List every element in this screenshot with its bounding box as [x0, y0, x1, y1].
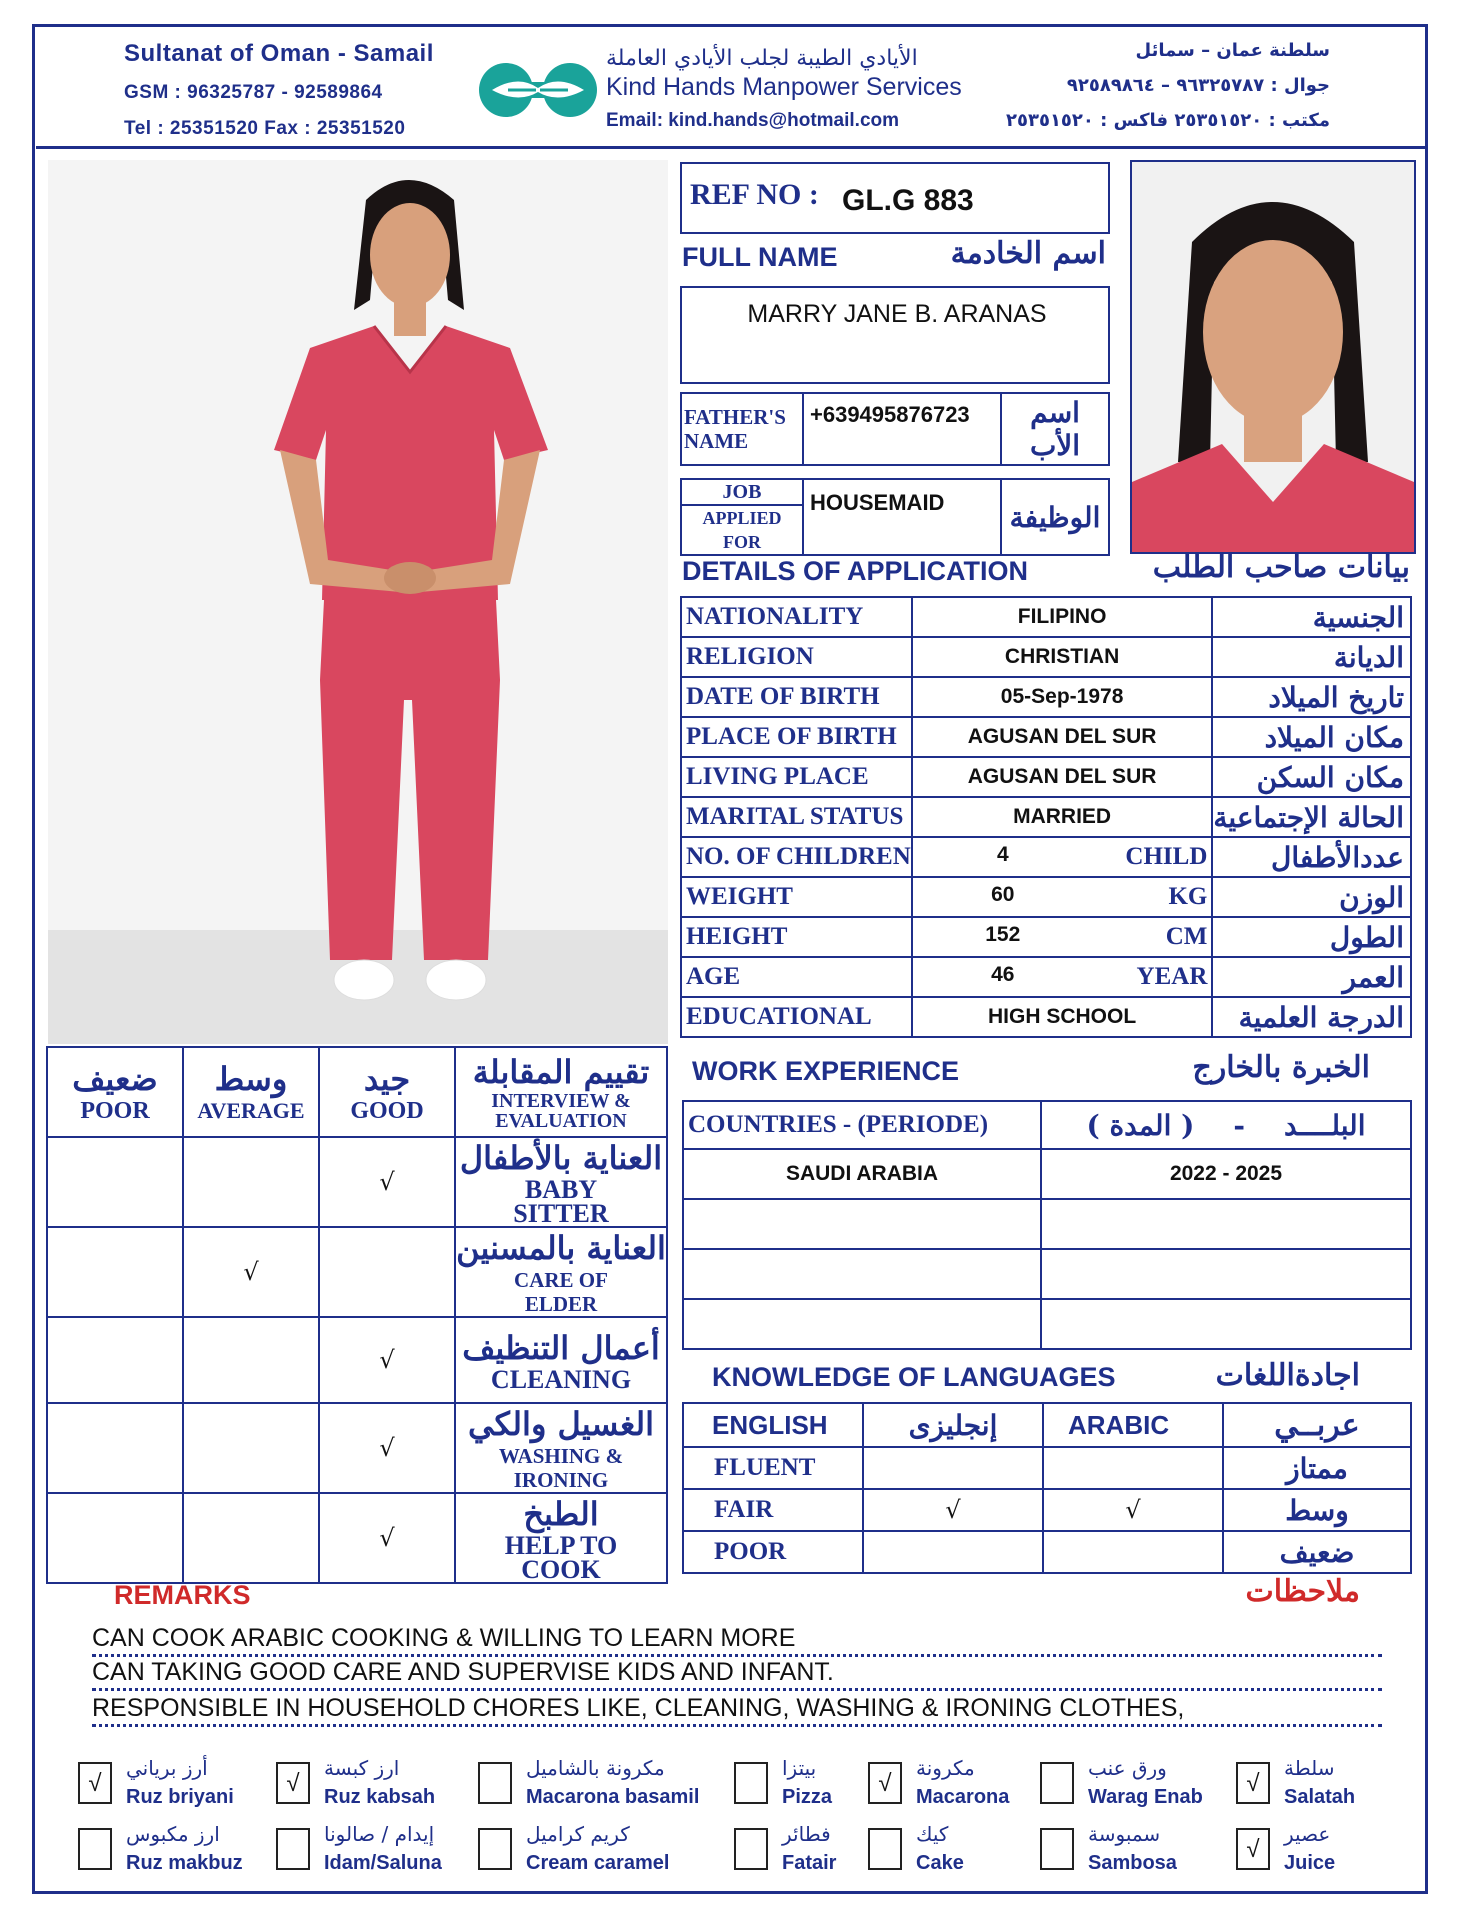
evaluation-header-row	[47, 1047, 667, 1137]
father-name-value: +639495876723	[810, 402, 970, 427]
full-name-label-ar: اسم الخادمة	[950, 236, 1106, 271]
details-row	[681, 637, 1411, 677]
job-value: HOUSEMAID	[810, 490, 945, 515]
eval-skill-ar: الطبخ	[523, 1495, 599, 1533]
food-name-en: Ruz makbuz	[126, 1852, 243, 1874]
full-body-photo	[48, 160, 668, 1044]
lang-level-ar-cell	[1223, 1447, 1411, 1489]
details-label: EDUCATIONAL	[686, 1003, 872, 1030]
food-checkbox[interactable]	[276, 1828, 310, 1870]
eval-good-cell: √	[319, 1137, 455, 1227]
lang-arabic-en-cell	[1043, 1403, 1223, 1447]
food-checkbox[interactable]	[868, 1828, 902, 1870]
header-gsm: GSM : 96325787 - 92589864	[124, 82, 383, 103]
details-value-cell	[912, 997, 1213, 1037]
details-value-cell	[912, 877, 1213, 917]
kind-hands-logo-icon	[478, 60, 598, 120]
food-name-en: Macarona	[916, 1786, 1010, 1808]
food-name-ar: بيتزا	[782, 1756, 817, 1780]
food-name-en: Cake	[916, 1852, 964, 1874]
work-header-row	[683, 1101, 1411, 1149]
details-label-cell	[681, 837, 912, 877]
eval-average-cell	[183, 1137, 319, 1227]
details-value-cell	[912, 957, 1213, 997]
languages-table	[682, 1402, 1412, 1574]
evaluation-row	[47, 1227, 667, 1317]
food-checkbox[interactable]: √	[276, 1762, 310, 1804]
header-contact-ar	[970, 40, 1330, 145]
details-value-cell	[912, 717, 1213, 757]
remarks-label: REMARKS	[114, 1580, 251, 1610]
food-name-en: Ruz briyani	[126, 1786, 234, 1808]
language-row	[683, 1531, 1411, 1573]
details-label: NATIONALITY	[686, 603, 864, 630]
evaluation-row	[47, 1137, 667, 1227]
details-table	[680, 596, 1412, 1038]
job-label-ar: الوظيفة	[1009, 500, 1101, 534]
details-unit: CHILD	[1125, 843, 1208, 870]
details-value: AGUSAN DEL SUR	[967, 765, 1157, 788]
work-period-cell	[1041, 1199, 1411, 1249]
company-name-en: Kind Hands Manpower Services	[606, 73, 962, 101]
eval-header-evaluation-en: INTERVIEW & EVALUATION	[491, 1090, 631, 1132]
details-value-cell	[912, 637, 1213, 677]
company-block	[606, 46, 976, 132]
food-name-en: Macarona basamil	[526, 1786, 700, 1808]
eval-average-cell	[183, 1403, 319, 1493]
eval-poor-cell	[47, 1493, 183, 1583]
details-value-cell	[912, 757, 1213, 797]
language-row	[683, 1447, 1411, 1489]
details-label-ar: تاريخ الميلاد	[1268, 680, 1404, 714]
father-name-label-ar: اسم الأب	[1029, 396, 1081, 462]
food-name-en: Idam/Saluna	[324, 1852, 442, 1874]
work-country-cell	[683, 1149, 1041, 1199]
details-label-ar-cell	[1212, 917, 1411, 957]
details-value: 46	[991, 963, 1015, 986]
eval-skill-en: CARE OF ELDER	[514, 1268, 608, 1316]
eval-header-poor-ar: ضعيف	[72, 1059, 158, 1098]
work-country-cell	[683, 1249, 1041, 1299]
eval-average-cell	[183, 1317, 319, 1403]
details-row	[681, 677, 1411, 717]
eval-good-cell: √	[319, 1493, 455, 1583]
lang-level: FLUENT	[714, 1454, 816, 1481]
details-row	[681, 877, 1411, 917]
evaluation-row	[47, 1317, 667, 1403]
food-checkbox[interactable]	[734, 1828, 768, 1870]
job-label-2: APPLIED FOR	[682, 504, 802, 554]
lang-level-ar-cell	[1223, 1489, 1411, 1531]
details-row	[681, 917, 1411, 957]
details-row	[681, 957, 1411, 997]
remarks-line-3: RESPONSIBLE IN HOUSEHOLD CHORES LIKE, CLEANING, WASHING & IRONING CLOTHES,	[92, 1694, 1382, 1727]
details-label-ar: عددالأطفال	[1271, 840, 1404, 874]
eval-header-good-ar: جيد	[363, 1059, 411, 1098]
details-label-ar-cell	[1212, 757, 1411, 797]
header-location-ar: سلطنة عمان – سمائل	[1135, 40, 1330, 61]
details-label-ar: مكان السكن	[1256, 760, 1404, 794]
job-table	[680, 478, 1110, 556]
details-value-cell	[912, 677, 1213, 717]
work-period: 2022 - 2025	[1169, 1162, 1283, 1185]
eval-skill-ar: الغسيل والكي	[467, 1405, 655, 1443]
lang-arabic-mark: √	[1043, 1489, 1223, 1531]
eval-average-cell	[183, 1493, 319, 1583]
lang-arabic-ar: عربــي	[1274, 1407, 1360, 1443]
lang-english-mark	[863, 1531, 1043, 1573]
work-col-ar-label: البلــــد - ( المدة )	[1086, 1108, 1366, 1142]
food-checkbox[interactable]: √	[1236, 1828, 1270, 1870]
food-name-ar: كريم كراميل	[526, 1822, 630, 1846]
details-value: 4	[996, 843, 1009, 866]
details-label-ar-cell	[1212, 997, 1411, 1037]
work-col-en-label: COUNTRIES - (PERIODE)	[688, 1111, 989, 1138]
details-label-ar-cell	[1212, 637, 1411, 677]
evaluation-row	[47, 1493, 667, 1583]
eval-poor-cell	[47, 1403, 183, 1493]
lang-level-ar: وسط	[1285, 1493, 1349, 1527]
food-name-en: Salatah	[1284, 1786, 1356, 1808]
eval-poor-cell	[47, 1227, 183, 1317]
lang-english-en-cell	[683, 1403, 863, 1447]
details-unit: KG	[1168, 883, 1208, 910]
details-label-ar-cell	[1212, 717, 1411, 757]
details-label: WEIGHT	[686, 883, 793, 910]
details-label-cell	[681, 717, 912, 757]
lang-english-ar: إنجليزى	[908, 1408, 998, 1442]
full-name-box	[680, 286, 1110, 384]
details-label-ar: الحالة الإجتماعية	[1213, 800, 1404, 834]
details-label-ar-cell	[1212, 797, 1411, 837]
eval-good-cell	[319, 1227, 455, 1317]
lang-level-cell	[683, 1447, 863, 1489]
details-label: MARITAL STATUS	[686, 803, 904, 830]
food-checkbox[interactable]	[1040, 1828, 1074, 1870]
languages-title: KNOWLEDGE OF LANGUAGES	[712, 1362, 1116, 1392]
lang-level-cell	[683, 1489, 863, 1531]
food-name-ar: كيك	[916, 1822, 949, 1846]
eval-skill-en: HELP TO COOK	[504, 1531, 618, 1584]
lang-english-mark	[863, 1447, 1043, 1489]
eval-skill-en: CLEANING	[490, 1365, 632, 1394]
eval-skill-cell	[455, 1493, 667, 1583]
food-name-ar: ارز مكبوس	[126, 1822, 220, 1846]
remarks-line-2: CAN TAKING GOOD CARE AND SUPERVISE KIDS AND INFANT.	[92, 1658, 1382, 1691]
food-name-ar: ارز كبسة	[324, 1756, 400, 1780]
company-name-ar: الأيادي الطيبة لجلب الأيادي العاملة	[606, 46, 918, 71]
lang-english-ar-cell	[863, 1403, 1043, 1447]
header-location: Sultanat of Oman - Samail	[124, 40, 434, 67]
eval-good-cell: √	[319, 1403, 455, 1493]
details-value: HIGH SCHOOL	[988, 1005, 1137, 1028]
details-unit: CM	[1165, 923, 1208, 950]
details-unit: YEAR	[1136, 963, 1208, 990]
lang-arabic-mark	[1043, 1531, 1223, 1573]
food-checkbox[interactable]	[734, 1762, 768, 1804]
lang-level-ar: ممتاز	[1286, 1451, 1348, 1485]
eval-header-evaluation	[455, 1047, 667, 1137]
details-row	[681, 757, 1411, 797]
languages-title-ar: اجادةاللغات	[1215, 1358, 1360, 1393]
food-checkbox[interactable]	[478, 1828, 512, 1870]
portrait-illustration	[1132, 162, 1414, 552]
full-name-label: FULL NAME	[682, 242, 838, 272]
details-value: CHRISTIAN	[1004, 645, 1120, 668]
food-checkbox[interactable]: √	[868, 1762, 902, 1804]
food-name-en: Juice	[1284, 1852, 1336, 1874]
food-name-en: Cream caramel	[526, 1852, 670, 1874]
work-country-cell	[683, 1299, 1041, 1349]
details-value: 152	[985, 923, 1021, 946]
lang-arabic-en: ARABIC	[1068, 1409, 1170, 1440]
details-value-cell	[912, 797, 1213, 837]
father-name-label-ar-cell	[1001, 393, 1109, 465]
remarks-label-ar: ملاحظات	[1245, 1574, 1360, 1609]
details-row	[681, 997, 1411, 1037]
full-name-value: MARRY JANE B. ARANAS	[747, 300, 1047, 328]
details-label-ar-cell	[1212, 837, 1411, 877]
lang-english-en: ENGLISH	[712, 1409, 828, 1440]
portrait-photo	[1130, 160, 1416, 554]
food-name-en: Sambosa	[1088, 1852, 1177, 1874]
eval-header-average-ar: وسط	[214, 1060, 288, 1098]
work-row	[683, 1299, 1411, 1349]
work-period-cell	[1041, 1149, 1411, 1199]
details-label: PLACE OF BIRTH	[686, 723, 897, 750]
eval-skill-en: WASHING & IRONING	[498, 1444, 624, 1492]
details-label-ar: الدرجة العلمية	[1238, 1000, 1404, 1034]
eval-skill-en: BABY SITTER	[513, 1175, 609, 1228]
details-label: LIVING PLACE	[686, 763, 869, 790]
food-name-ar: ورق عنب	[1088, 1756, 1167, 1780]
details-value-cell	[912, 597, 1213, 637]
details-value: AGUSAN DEL SUR	[967, 725, 1157, 748]
ref-number-box	[680, 162, 1110, 234]
father-name-table	[680, 392, 1110, 466]
details-value: FILIPINO	[1017, 605, 1107, 628]
work-col-en	[683, 1101, 1041, 1149]
details-label-cell	[681, 797, 912, 837]
eval-header-average-en: AVERAGE	[197, 1098, 305, 1123]
food-name-ar: أرز برياني	[126, 1756, 208, 1780]
lang-arabic-ar-cell	[1223, 1403, 1411, 1447]
job-label-1: JOB	[722, 481, 762, 503]
work-row	[683, 1249, 1411, 1299]
details-row	[681, 717, 1411, 757]
details-label-ar-cell	[1212, 877, 1411, 917]
eval-poor-cell	[47, 1317, 183, 1403]
food-checkbox[interactable]: √	[1236, 1762, 1270, 1804]
details-label-cell	[681, 957, 912, 997]
details-label-cell	[681, 877, 912, 917]
father-name-label-1: FATHER'S	[684, 405, 786, 429]
eval-header-evaluation-ar: تقييم المقابلة	[472, 1053, 650, 1091]
details-title: DETAILS OF APPLICATION	[682, 556, 1028, 586]
details-label-cell	[681, 677, 912, 717]
ref-number-value: GL.G 883	[842, 184, 974, 217]
eval-header-poor	[47, 1047, 183, 1137]
lang-level: FAIR	[714, 1496, 774, 1523]
food-name-en: Warag Enab	[1088, 1786, 1203, 1808]
eval-skill-cell	[455, 1227, 667, 1317]
details-label-ar-cell	[1212, 597, 1411, 637]
food-checkbox[interactable]	[1040, 1762, 1074, 1804]
eval-skill-ar: العناية بالأطفال	[459, 1139, 663, 1177]
work-period-cell	[1041, 1249, 1411, 1299]
food-name-en: Pizza	[782, 1786, 833, 1808]
header-tel: Tel : 25351520 Fax : 25351520	[124, 118, 406, 139]
work-experience-table	[682, 1100, 1412, 1350]
job-value-cell	[803, 479, 1001, 555]
details-label: NO. OF CHILDREN	[686, 843, 911, 870]
details-label: RELIGION	[686, 643, 814, 670]
details-row	[681, 837, 1411, 877]
languages-header-row	[683, 1403, 1411, 1447]
eval-skill-cell	[455, 1317, 667, 1403]
language-row	[683, 1489, 1411, 1531]
lang-level: POOR	[714, 1538, 787, 1565]
details-value-cell	[912, 837, 1213, 877]
food-name-ar: سلطة	[1284, 1756, 1335, 1780]
details-value: 60	[991, 883, 1015, 906]
food-checkbox[interactable]	[478, 1762, 512, 1804]
food-name-ar: عصير	[1284, 1822, 1331, 1846]
job-label-cell	[681, 479, 803, 555]
details-value: 05-Sep-1978	[1000, 685, 1124, 708]
details-label-ar: العمر	[1342, 960, 1404, 994]
details-label-ar: الوزن	[1339, 880, 1404, 914]
food-name-en: Fatair	[782, 1852, 837, 1874]
eval-header-good-en: GOOD	[350, 1097, 424, 1124]
eval-header-poor-en: POOR	[80, 1097, 150, 1124]
food-name-ar: مكرونة	[916, 1756, 975, 1780]
details-value-cell	[912, 917, 1213, 957]
food-checkbox[interactable]: √	[78, 1762, 112, 1804]
eval-header-average	[183, 1047, 319, 1137]
food-name-ar: فطائر	[782, 1822, 831, 1846]
eval-skill-cell	[455, 1137, 667, 1227]
work-experience-title-ar: الخبرة بالخارج	[1192, 1050, 1370, 1085]
food-name-ar: إيدام / صالونا	[324, 1822, 435, 1846]
eval-skill-ar: العناية بالمسنين	[456, 1229, 666, 1267]
header-divider	[36, 146, 1426, 149]
food-name-ar: سمبوسة	[1088, 1822, 1161, 1846]
lang-arabic-mark	[1043, 1447, 1223, 1489]
food-name-en: Ruz kabsah	[324, 1786, 436, 1808]
father-name-label-cell	[681, 393, 803, 465]
details-label: HEIGHT	[686, 923, 788, 950]
details-label-cell	[681, 917, 912, 957]
lang-level-ar-cell	[1223, 1531, 1411, 1573]
eval-skill-cell	[455, 1403, 667, 1493]
details-label-ar-cell	[1212, 957, 1411, 997]
details-row	[681, 797, 1411, 837]
details-label-cell	[681, 757, 912, 797]
work-country-cell	[683, 1199, 1041, 1249]
details-label-ar-cell	[1212, 677, 1411, 717]
work-col-ar	[1041, 1101, 1411, 1149]
header-mobile-ar: جوال : ٩٦٣٢٥٧٨٧ – ٩٢٥٨٩٨٦٤	[1066, 75, 1330, 96]
work-row	[683, 1199, 1411, 1249]
details-value: MARRIED	[1013, 805, 1112, 828]
job-label-ar-cell	[1001, 479, 1109, 555]
details-row	[681, 597, 1411, 637]
work-experience-title: WORK EXPERIENCE	[692, 1056, 960, 1086]
eval-good-cell: √	[319, 1317, 455, 1403]
father-name-value-cell	[803, 393, 1001, 465]
eval-skill-ar: أعمال التنظيف	[462, 1329, 660, 1367]
header-contact-en	[124, 40, 484, 140]
person-standing-illustration	[48, 160, 668, 1044]
details-label-cell	[681, 637, 912, 677]
eval-poor-cell	[47, 1137, 183, 1227]
work-period-cell	[1041, 1299, 1411, 1349]
eval-average-cell: √	[183, 1227, 319, 1317]
ref-number-label: REF NO :	[690, 178, 819, 211]
details-title-ar: بيانات صاحب الطلب	[1152, 550, 1410, 585]
father-name-label-2: NAME	[684, 429, 749, 453]
details-label-cell	[681, 597, 912, 637]
evaluation-table	[46, 1046, 668, 1584]
details-label: DATE OF BIRTH	[686, 683, 880, 710]
lang-level-ar: ضعيف	[1279, 1535, 1355, 1569]
remarks-line-1: CAN COOK ARABIC COOKING & WILLING TO LEARN MORE	[92, 1624, 1382, 1657]
eval-header-good	[319, 1047, 455, 1137]
header-office-ar: مكتب : ٢٥٣٥١٥٢٠ فاكس : ٢٥٣٥١٥٢٠	[1006, 110, 1330, 131]
evaluation-row	[47, 1403, 667, 1493]
details-label-ar: الديانة	[1333, 640, 1404, 674]
lang-english-mark: √	[863, 1489, 1043, 1531]
work-row	[683, 1149, 1411, 1199]
company-email: Email: kind.hands@hotmail.com	[606, 110, 900, 131]
details-label-ar: الجنسية	[1312, 600, 1404, 634]
lang-level-cell	[683, 1531, 863, 1573]
details-label: AGE	[686, 963, 741, 990]
food-checkbox[interactable]	[78, 1828, 112, 1870]
details-label-cell	[681, 997, 912, 1037]
food-name-ar: مكرونة بالشاميل	[526, 1756, 665, 1780]
details-label-ar: مكان الميلاد	[1264, 720, 1404, 754]
details-label-ar: الطول	[1329, 920, 1404, 954]
work-country: SAUDI ARABIA	[785, 1162, 939, 1185]
